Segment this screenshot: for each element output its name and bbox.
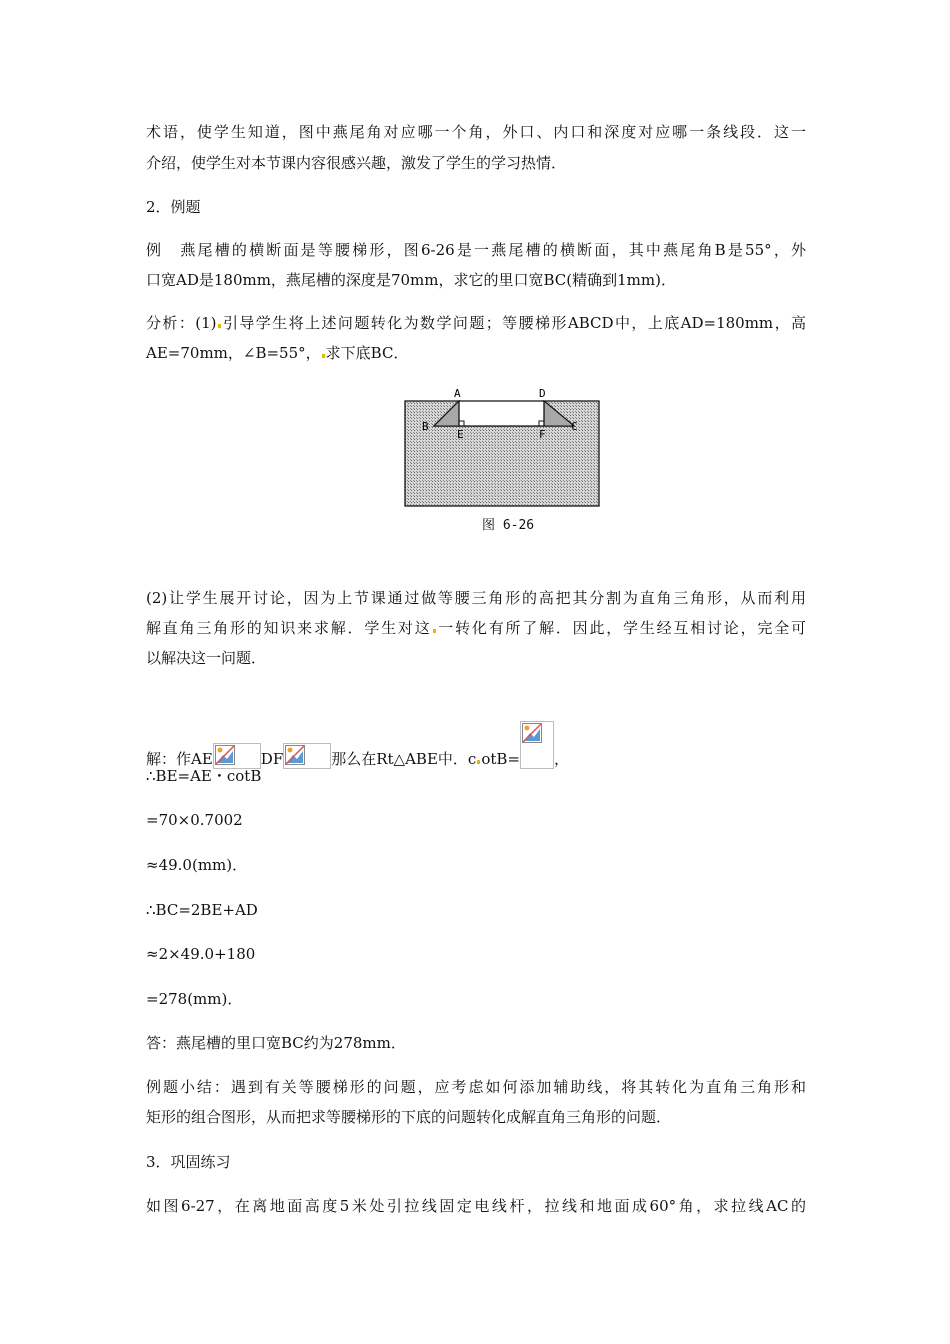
label-a: A — [454, 387, 461, 400]
solution-part-2: DF — [260, 750, 284, 768]
solution-part-3: 那么在Rt△ABE中．c — [331, 750, 477, 768]
solution-step-7: =278(mm)． — [146, 990, 243, 1008]
discussion-line-1: (2)让学生展开讨论，因为上节课通过做等腰三角形的高把其分割为直角三角形，从而利用 — [146, 589, 806, 607]
broken-image-icon — [520, 721, 554, 769]
edit-marker-icon — [433, 629, 436, 633]
dovetail-figure — [402, 385, 604, 514]
label-b: B — [422, 420, 429, 433]
label-f: F — [539, 428, 546, 441]
discussion-line-3: 以解决这一问题． — [146, 649, 267, 667]
solution-line-1 — [146, 721, 569, 769]
solution-part-1: 解：作AE — [146, 750, 213, 768]
summary-line-2: 矩形的组合图形，从而把求等腰梯形的下底的问题转化成解直角三角形的问题． — [146, 1108, 672, 1126]
discussion-line-2 — [146, 618, 806, 638]
figure-caption: 图 6-26 — [482, 518, 535, 533]
solution-step-3: =70×0.7002 — [146, 811, 243, 829]
answer-line: 答：燕尾槽的里口宽BC约为278mm． — [146, 1034, 406, 1052]
section-2-heading: 2．例题 — [146, 198, 201, 216]
solution-step-6: ≈2×49.0+180 — [146, 945, 256, 963]
intro-line-1: 术语，使学生知道，图中燕尾角对应哪一个角，外口、内口和深度对应哪一条线段．这一 — [146, 123, 806, 141]
analysis-given: AE=70mm，∠B=55°， — [146, 344, 321, 362]
label-d: D — [539, 387, 546, 400]
solution-step-2: ∴BE=AE・cotB — [146, 767, 262, 785]
analysis-prefix: 分析：(1) — [146, 314, 217, 332]
intro-line-2: 介绍，使学生对本节课内容很感兴趣，激发了学生的学习热情． — [146, 154, 567, 172]
solution-part-5: ， — [553, 750, 569, 768]
section-3-heading: 3．巩固练习 — [146, 1153, 231, 1171]
label-c: C — [571, 420, 578, 433]
example-line-2: 口宽AD是180mm，燕尾槽的深度是70mm，求它的里口宽BC(精确到1mm)． — [146, 271, 676, 289]
solution-step-5: ∴BC=2BE+AD — [146, 901, 258, 919]
edit-marker-icon — [218, 324, 221, 328]
edit-marker-icon — [322, 354, 325, 358]
example-line-1: 例 燕尾槽的横断面是等腰梯形，图6-26是一燕尾槽的横断面，其中燕尾角B是55°，外 — [146, 241, 806, 259]
exercise-line-1: 如图6-27，在离地面高度5米处引拉线固定电线杆，拉线和地面成60°角，求拉线AC的 — [146, 1197, 806, 1215]
analysis-ask: 求下底BC． — [325, 344, 409, 362]
dovetail-cross-section-diagram — [402, 385, 604, 510]
analysis-rest: 引导学生将上述问题转化为数学问题；等腰梯形ABCD中，上底AD=180mm，高 — [221, 314, 806, 332]
analysis-line-1 — [146, 313, 806, 333]
broken-image-icon — [283, 743, 331, 769]
solution-step-4: ≈49.0(mm)． — [146, 856, 248, 874]
discussion-part-b: 一转化有所了解．因此，学生经互相讨论，完全可 — [436, 619, 806, 637]
solution-part-4: otB= — [481, 750, 520, 768]
analysis-line-2 — [146, 343, 408, 363]
edit-marker-icon — [477, 760, 480, 764]
discussion-part-a: 解直角三角形的知识来求解．学生对这 — [146, 619, 432, 637]
summary-line-1: 例题小结：遇到有关等腰梯形的问题，应考虑如何添加辅助线，将其转化为直角三角形和 — [146, 1078, 806, 1096]
label-e: E — [457, 428, 464, 441]
